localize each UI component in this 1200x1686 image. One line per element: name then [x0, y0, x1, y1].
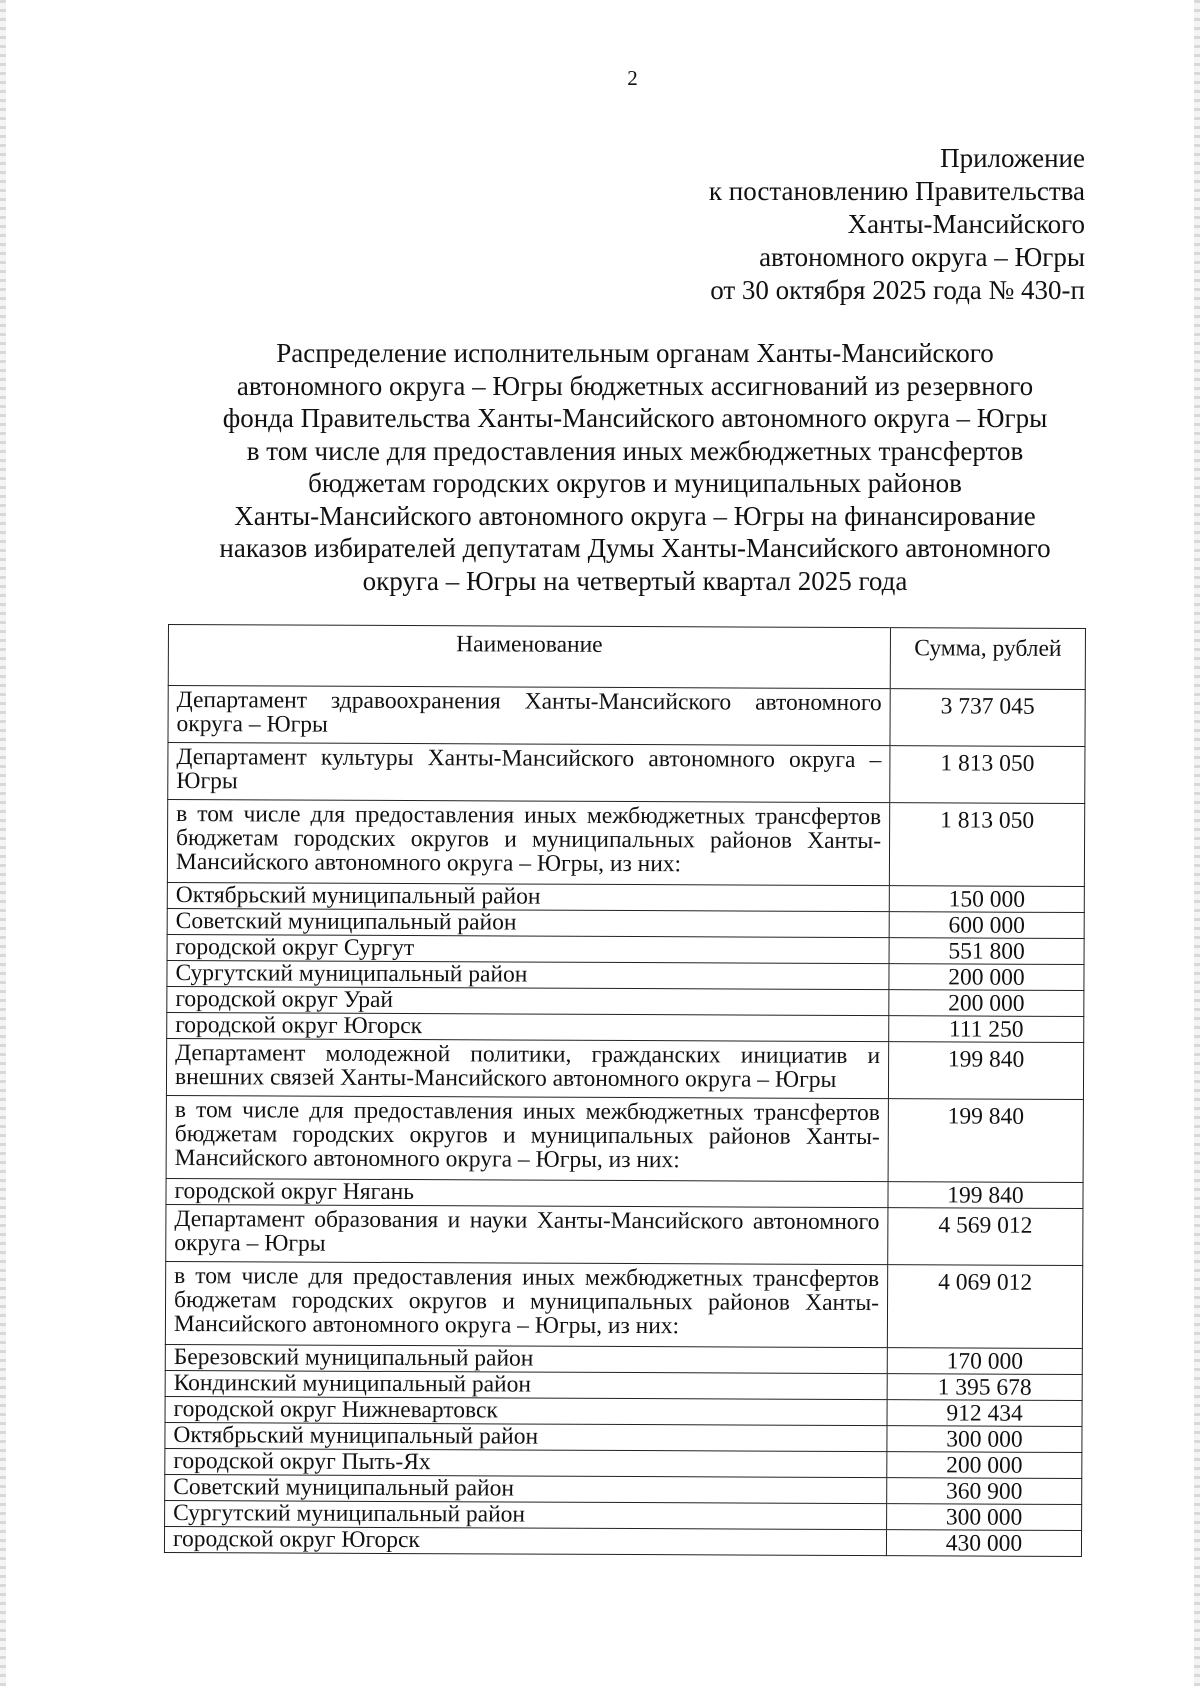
appendix-block: [709, 142, 1085, 307]
row-name: городской округ Сургут: [167, 934, 889, 963]
row-sum: 1 813 050: [890, 746, 1085, 804]
row-name: городской округ Нижневартовск: [165, 1396, 887, 1425]
row-sum: 170 000: [887, 1348, 1082, 1375]
row-name: Октябрьский муниципальный район: [167, 882, 889, 911]
table-row: [166, 1204, 1083, 1265]
row-name: городской округ Югорск: [164, 1526, 886, 1555]
header-sum: Сумма, рублей: [890, 628, 1085, 690]
row-sum: 200 000: [887, 1452, 1082, 1479]
appendix-line: от 30 октября 2025 года № 430-п: [710, 275, 1085, 305]
row-sum: 199 840: [888, 1099, 1083, 1183]
row-sum: 300 000: [887, 1504, 1082, 1531]
row-name: Кондинский муниципальный район: [165, 1370, 887, 1399]
row-sum: 199 840: [888, 1182, 1083, 1209]
appendix-line: к постановлению Правительства: [708, 176, 1085, 206]
table-row: [168, 686, 1085, 747]
row-sum: 551 800: [889, 938, 1084, 965]
title-line: Ханты-Мансийского автономного округа – Югры на финансирование: [234, 500, 1036, 531]
row-name: в том числе для предоставления иных межбюджетных трансфертов бюджетам городских округов и муниципальных районов Ханты-Мансийского автономного округа – Югры, из них:: [167, 800, 889, 886]
appendix-line: Ханты-Мансийского: [847, 209, 1085, 239]
title-line: в том числе для предоставления иных межбюджетных трансфертов: [246, 435, 1024, 466]
table-row: [168, 743, 1085, 804]
table-row: [167, 800, 1084, 887]
row-sum: 300 000: [887, 1426, 1082, 1453]
row-name: Березовский муниципальный район: [165, 1344, 887, 1373]
title-line: Распределение исполнительным органам Ханты-Мансийского: [276, 338, 994, 368]
row-name: Советский муниципальный район: [165, 1474, 887, 1503]
scan-edge-left: [0, 0, 6, 1686]
table-row: [166, 1178, 1083, 1208]
row-sum: 1 395 678: [887, 1374, 1082, 1401]
title-line: наказов избирателей депутатам Думы Ханты-Мансийского автономного: [219, 533, 1051, 563]
header-name: Наименование: [168, 625, 890, 689]
title-line: автономного округа – Югры бюджетных ассигнований из резервного: [236, 370, 1034, 401]
table-row: [166, 1095, 1083, 1182]
row-name: городской округ Югорск: [167, 1012, 889, 1041]
row-sum: 3 737 045: [890, 689, 1085, 747]
appendix-line: автономного округа – Югры: [759, 242, 1085, 272]
row-name: городской округ Урай: [167, 986, 889, 1015]
row-name: городской округ Нягань: [166, 1178, 888, 1207]
appendix-line: Приложение: [940, 143, 1085, 173]
row-sum: 912 434: [887, 1400, 1082, 1427]
table-row: [164, 1526, 1081, 1556]
table-row: [166, 1038, 1083, 1099]
table-header-row: [168, 625, 1085, 690]
row-name: в том числе для предоставления иных межбюджетных трансфертов бюджетам городских округов и муниципальных районов Ханты-Мансийского автономного округа – Югры, из них:: [165, 1261, 887, 1347]
scan-edge-right: [1194, 0, 1200, 1686]
title-line: округа – Югры на четвертый квартал 2025 года: [362, 565, 908, 596]
row-name: Сургутский муниципальный район: [165, 1500, 887, 1529]
row-name: Департамент культуры Ханты-Мансийского автономного округа – Югры: [168, 743, 890, 803]
title-line: фонда Правительства Ханты-Мансийского автономного округа – Югры: [222, 403, 1048, 433]
row-sum: 111 250: [889, 1016, 1084, 1043]
table-row: [165, 1261, 1082, 1348]
page-number: 2: [627, 66, 638, 90]
row-name: Октябрьский муниципальный район: [165, 1422, 887, 1451]
row-sum: 4 569 012: [888, 1208, 1083, 1266]
row-name: в том числе для предоставления иных межбюджетных трансфертов бюджетам городских округов и муниципальных районов Ханты-Мансийского автономного округа – Югры, из них:: [166, 1095, 888, 1181]
row-sum: 199 840: [888, 1042, 1083, 1100]
row-name: городской округ Пыть-Ях: [165, 1448, 887, 1477]
row-sum: 430 000: [886, 1530, 1081, 1557]
row-sum: 4 069 012: [887, 1265, 1082, 1349]
row-sum: 200 000: [889, 964, 1084, 991]
row-name: Департамент образования и науки Ханты-Мансийского автономного округа – Югры: [166, 1204, 888, 1264]
row-name: Департамент молодежной политики, гражданских инициатив и внешних связей Ханты-Мансийского автономного округа – Югры: [166, 1038, 888, 1098]
document-title: [160, 337, 1110, 597]
row-sum: 600 000: [889, 912, 1084, 939]
row-sum: 1 813 050: [889, 803, 1084, 887]
allocation-table: [164, 624, 1086, 1557]
row-sum: 200 000: [889, 990, 1084, 1017]
row-name: Сургутский муниципальный район: [167, 960, 889, 989]
allocation-table-wrap: [164, 624, 1085, 1557]
table-row: [167, 1012, 1084, 1042]
row-sum: 360 900: [887, 1478, 1082, 1505]
title-line: бюджетам городских округов и муниципальных районов: [308, 468, 962, 498]
table-body: [164, 686, 1085, 1557]
row-name: Департамент здравоохранения Ханты-Мансийского автономного округа – Югры: [168, 686, 890, 746]
row-sum: 150 000: [889, 886, 1084, 913]
row-name: Советский муниципальный район: [167, 908, 889, 937]
